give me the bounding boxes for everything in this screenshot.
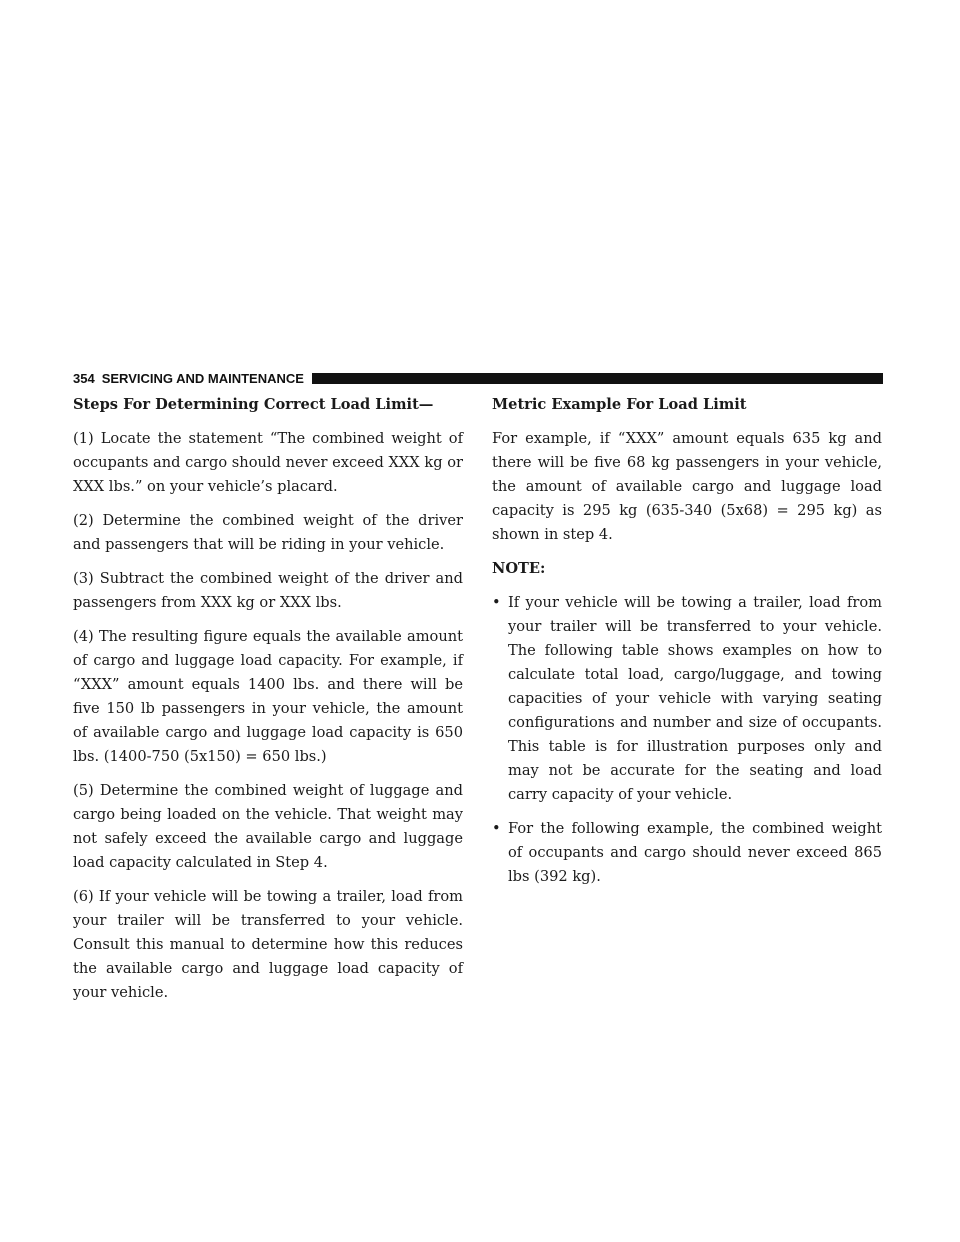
metric-example-heading: Metric Example For Load Limit [492, 396, 747, 413]
right-column [492, 393, 882, 899]
metric-example-paragraph: For example, if “XXX” amount equals 635 kg and there will be five 68 kg passengers in your vehicle, the amount of available cargo and luggage load capacity is 295 kg (635-340 (5x68) = 295 kg) as shown in step 4. [492, 430, 882, 543]
list-item [492, 817, 882, 889]
step-1-paragraph: (1) Locate the statement “The combined weight of occupants and cargo should never exceed XXX kg or XXX lbs.” on your vehicle’s placard. [73, 430, 463, 495]
header-rule [312, 373, 883, 384]
step-5-paragraph: (5) Determine the combined weight of luggage and cargo being loaded on the vehicle. That weight may not safely exceed the available cargo and luggage load capacity calculated in Step 4. [73, 782, 463, 871]
bullet-text: If your vehicle will be towing a trailer, load from your trailer will be transferred to your vehicle. The following table shows examples on how to calculate total load, cargo/luggage, and towing capacities of your vehicle with varying seating configurations and number and size of occupants. This table is for illustration purposes only and may not be accurate for the seating and load carry capacity of your vehicle. [508, 594, 882, 803]
list-item [492, 591, 882, 807]
bullet-icon: • [492, 820, 501, 837]
load-limit-steps-heading: Steps For Determining Correct Load Limit— [73, 396, 434, 413]
note-bullet-list [492, 591, 882, 889]
bullet-text: For the following example, the combined weight of occupants and cargo should never exceed 865 lbs (392 kg). [508, 820, 882, 885]
bullet-icon: • [492, 594, 501, 611]
note-label: NOTE: [492, 560, 546, 577]
step-6-paragraph: (6) If your vehicle will be towing a trailer, load from your trailer will be transferred to your vehicle. Consult this manual to determine how this reduces the available cargo and luggage load capacity of your vehicle. [73, 888, 463, 1001]
page-header [73, 370, 883, 386]
page-number: 354 [73, 370, 95, 386]
step-2-paragraph: (2) Determine the combined weight of the driver and passengers that will be riding in your vehicle. [73, 512, 463, 553]
section-title: SERVICING AND MAINTENANCE [101, 370, 304, 386]
step-4-paragraph: (4) The resulting figure equals the available amount of cargo and luggage load capacity. For example, if “XXX” amount equals 1400 lbs. and there will be five 150 lb passengers in your vehicle, the amount of available cargo and luggage load capacity is 650 lbs. (1400-750 (5x150) = 650 lbs.) [73, 628, 463, 765]
left-column [73, 393, 463, 1015]
step-3-paragraph: (3) Subtract the combined weight of the driver and passengers from XXX kg or XXX lbs. [73, 570, 463, 611]
